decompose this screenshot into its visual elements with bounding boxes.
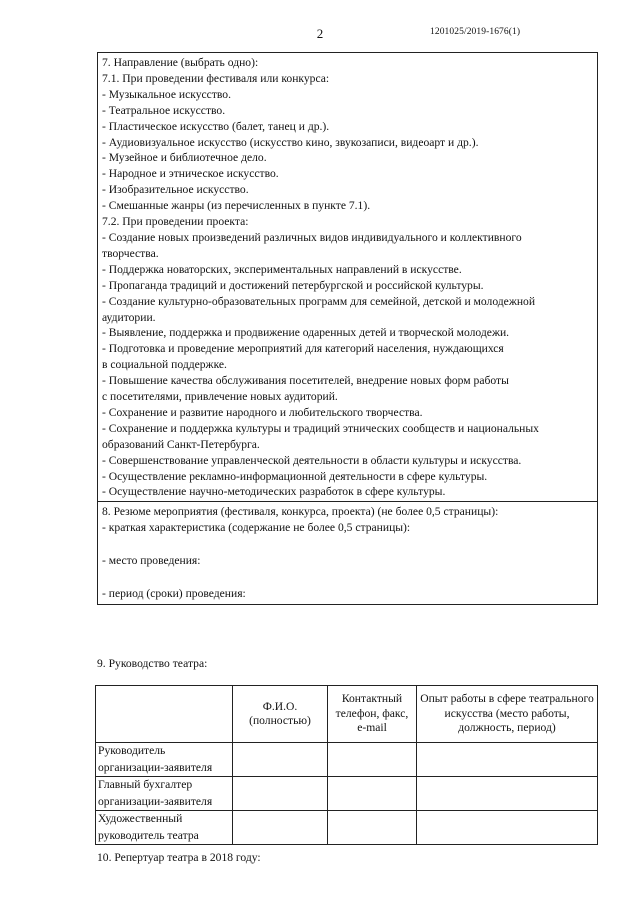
direction-line: - Создание культурно-образовательных программ для семейной, детской и молодежной	[102, 294, 536, 308]
direction-line: - Аудиовизуальное искусство (искусство кино, звукозаписи, видеоарт и др.).	[102, 135, 479, 149]
direction-line: аудитории.	[102, 310, 156, 324]
contact-cell[interactable]	[328, 777, 417, 811]
venue-field-label: - место проведения:	[102, 554, 201, 568]
direction-line: - Изобразительное искусство.	[102, 183, 249, 197]
experience-cell[interactable]	[417, 743, 598, 777]
direction-line: - Музыкальное искусство.	[102, 87, 231, 101]
section-10-title: 10. Репертуар театра в 2018 году:	[97, 851, 261, 864]
direction-line: с посетителями, привлечение новых аудиторий.	[102, 390, 338, 404]
section-7-direction	[98, 53, 597, 502]
name-cell[interactable]	[233, 743, 328, 777]
period-field-label: - период (сроки) проведения:	[102, 587, 246, 601]
direction-line: - Осуществление научно-методических разработок в сфере культуры.	[102, 485, 446, 499]
document-id: 1201025/2019-1676(1)	[430, 27, 521, 37]
direction-line: - Выявление, поддержка и продвижение одаренных детей и творческой молодежи.	[102, 326, 510, 340]
direction-line: - Совершенствование управленческой деятельности в области культуры и искусства.	[102, 453, 522, 467]
row-label: Руководитель организации-заявителя	[96, 743, 233, 777]
direction-line: 7.2. При проведении проекта:	[102, 215, 249, 229]
table-row	[96, 777, 598, 811]
table-header-row	[96, 686, 598, 743]
direction-line: - Народное и этническое искусство.	[102, 167, 279, 181]
table-row	[96, 743, 598, 777]
table-row	[96, 811, 598, 845]
section-8-summary	[98, 502, 597, 604]
direction-line: - Музейное и библиотечное дело.	[102, 151, 267, 165]
section-9-title: 9. Руководство театра:	[97, 657, 208, 670]
direction-line: образований Санкт-Петербурга.	[102, 437, 260, 451]
table-header-cell: Ф.И.О. (полностью)	[233, 686, 328, 743]
direction-line: 7.1. При проведении фестиваля или конкурса:	[102, 71, 330, 85]
contact-cell[interactable]	[328, 743, 417, 777]
summary-field-label: - краткая характеристика (содержание не более 0,5 страницы):	[102, 521, 411, 535]
direction-line: творчества.	[102, 246, 159, 260]
row-label: Главный бухгалтер организации-заявителя	[96, 777, 233, 811]
experience-cell[interactable]	[417, 811, 598, 845]
direction-line: - Создание новых произведений различных видов индивидуального и коллективного	[102, 230, 522, 244]
direction-line: в социальной поддержке.	[102, 358, 227, 372]
direction-line: - Сохранение и поддержка культуры и традиций этнических сообществ и национальных	[102, 421, 539, 435]
page-number: 2	[316, 26, 324, 41]
section-8-title: 8. Резюме мероприятия (фестиваля, конкурса, проекта) (не более 0,5 страницы):	[102, 505, 499, 519]
direction-line: - Подготовка и проведение мероприятий для категорий населения, нуждающихся	[102, 342, 504, 356]
name-cell[interactable]	[233, 777, 328, 811]
direction-line: - Поддержка новаторских, экспериментальных направлений в искусстве.	[102, 262, 462, 276]
experience-cell[interactable]	[417, 777, 598, 811]
direction-line: - Театральное искусство.	[102, 103, 226, 117]
direction-line: - Смешанные жанры (из перечисленных в пункте 7.1).	[102, 199, 371, 213]
direction-line: - Повышение качества обслуживания посетителей, внедрение новых форм работы	[102, 374, 509, 388]
table-header-cell: Опыт работы в сфере театрального искусства (место работы, должность, период)	[417, 686, 598, 743]
management-table	[95, 685, 598, 845]
direction-line: 7. Направление (выбрать одно):	[102, 56, 259, 69]
name-cell[interactable]	[233, 811, 328, 845]
table-header-cell	[96, 686, 233, 743]
direction-line: - Осуществление рекламно-информационной деятельности в сфере культуры.	[102, 469, 488, 483]
row-label: Художественный руководитель театра	[96, 811, 233, 845]
direction-line: - Сохранение и развитие народного и любительского творчества.	[102, 405, 423, 419]
table-header-cell: Контактный телефон, факс, e-mail	[328, 686, 417, 743]
direction-line: - Пропаганда традиций и достижений петербургской и российской культуры.	[102, 278, 484, 292]
direction-line: - Пластическое искусство (балет, танец и др.).	[102, 119, 330, 133]
form-box-sections-7-8	[97, 52, 598, 605]
contact-cell[interactable]	[328, 811, 417, 845]
